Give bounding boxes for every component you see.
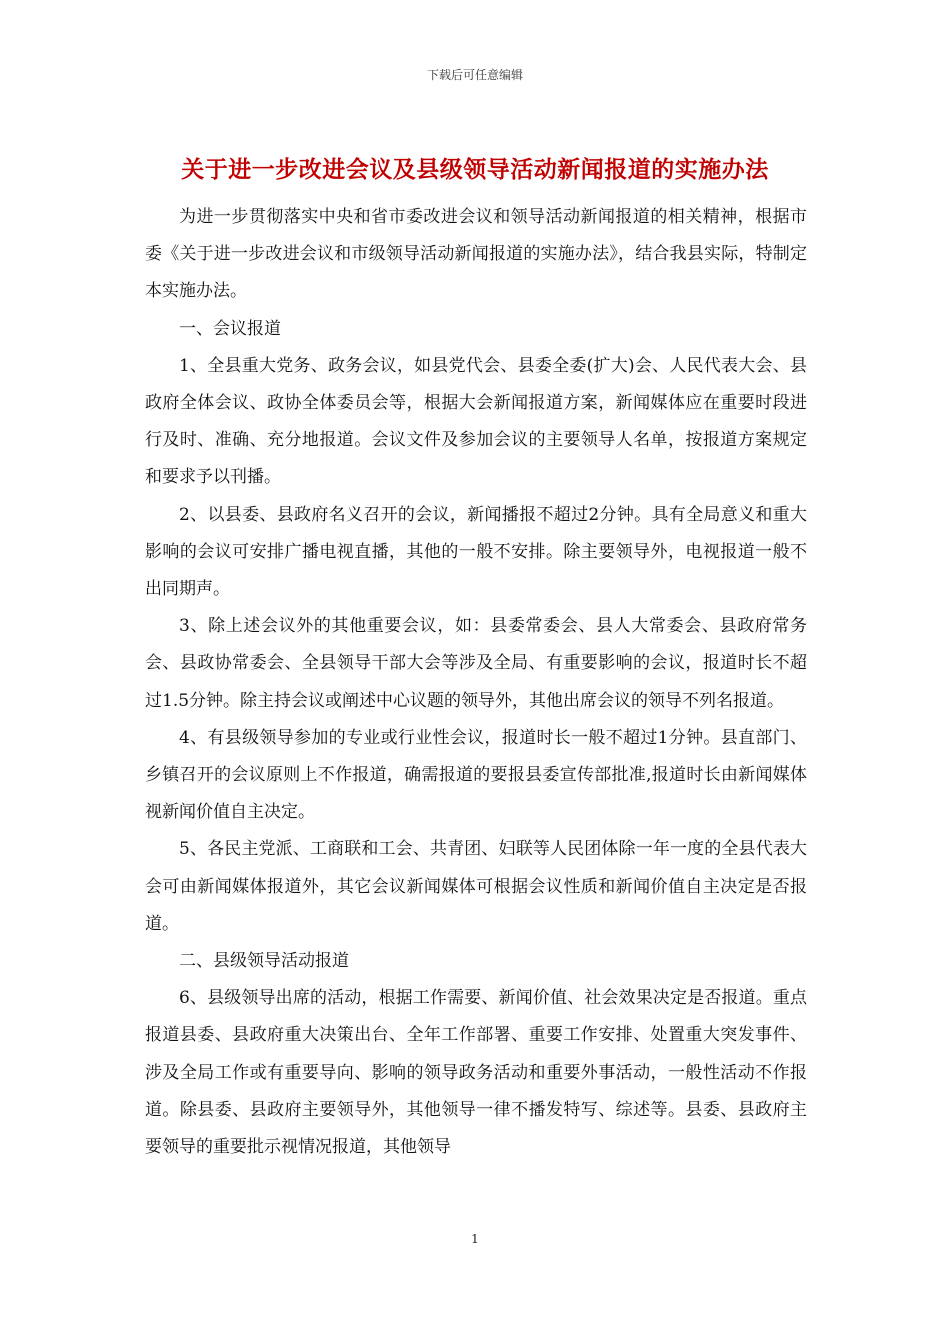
paragraph-intro: 为进一步贯彻落实中央和省市委改进会议和领导活动新闻报道的相关精神，根据市委《关于进一步改进会议和市级领导活动新闻报道的实施办法》，结合我县实际，特制定本实施办法。 xyxy=(145,207,807,302)
paragraph-item-1: 1、全县重大党务、政务会议，如县党代会、县委全委(扩大)会、人民代表大会、县政府全体会议、政协全体委员会等，根据大会新闻报道方案，新闻媒体应在重要时段进行及时、准确、充分地报道。会议文件及参加会议的主要领导人名单，按报道方案规定和要求予以刊播。 xyxy=(145,355,807,488)
section-heading-meetings: 一、会议报道 xyxy=(179,318,281,339)
page-number: 1 xyxy=(471,1232,479,1246)
paragraph-item-2: 2、以县委、县政府名义召开的会议，新闻播报不超过2分钟。具有全局意义和重大影响的会议可安排广播电视直播，其他的一般不安排。除主要领导外，电视报道一般不出同期声。 xyxy=(145,504,807,600)
paragraph-item-3: 3、除上述会议外的其他重要会议，如：县委常委会、县人大常委会、县政府常务会、县政协常委会、全县领导干部大会等涉及全局、有重要影响的会议，报道时长不超过1.5分钟。除主持会议或阐述中心议题的领导外，其他出席会议的领导不列名报道。 xyxy=(145,616,807,711)
section-heading-leader-activities: 二、县级领导活动报道 xyxy=(179,951,349,972)
paragraph-item-6: 6、县级领导出席的活动，根据工作需要、新闻价值、社会效果决定是否报道。重点报道县委、县政府重大决策出台、全年工作部署、重要工作安排、处置重大突发事件、涉及全局工作或有重要导向、影响的领导政务活动和重要外事活动，一般性活动不作报道。除县委、县政府主要领导外，其他领导一律不播发特写、综述等。县委、县政府主要领导的重要批示视情况报道，其他领导 xyxy=(145,988,807,1158)
paragraph-item-5: 5、各民主党派、工商联和工会、共青团、妇联等人民团体除一年一度的全县代表大会可由新闻媒体报道外，其它会议新闻媒体可根据会议性质和新闻价值自主决定是否报道。 xyxy=(145,839,807,934)
document-title: 关于进一步改进会议及县级领导活动新闻报道的实施办法 xyxy=(181,156,769,183)
document-body xyxy=(145,199,807,1166)
header-note: 下载后可任意编辑 xyxy=(426,68,523,82)
paragraph-item-4: 4、有县级领导参加的专业或行业性会议，报道时长一般不超过1分钟。县直部门、乡镇召开的会议原则上不作报道，确需报道的要报县委宣传部批准,报道时长由新闻媒体视新闻价值自主决定。 xyxy=(145,727,807,823)
